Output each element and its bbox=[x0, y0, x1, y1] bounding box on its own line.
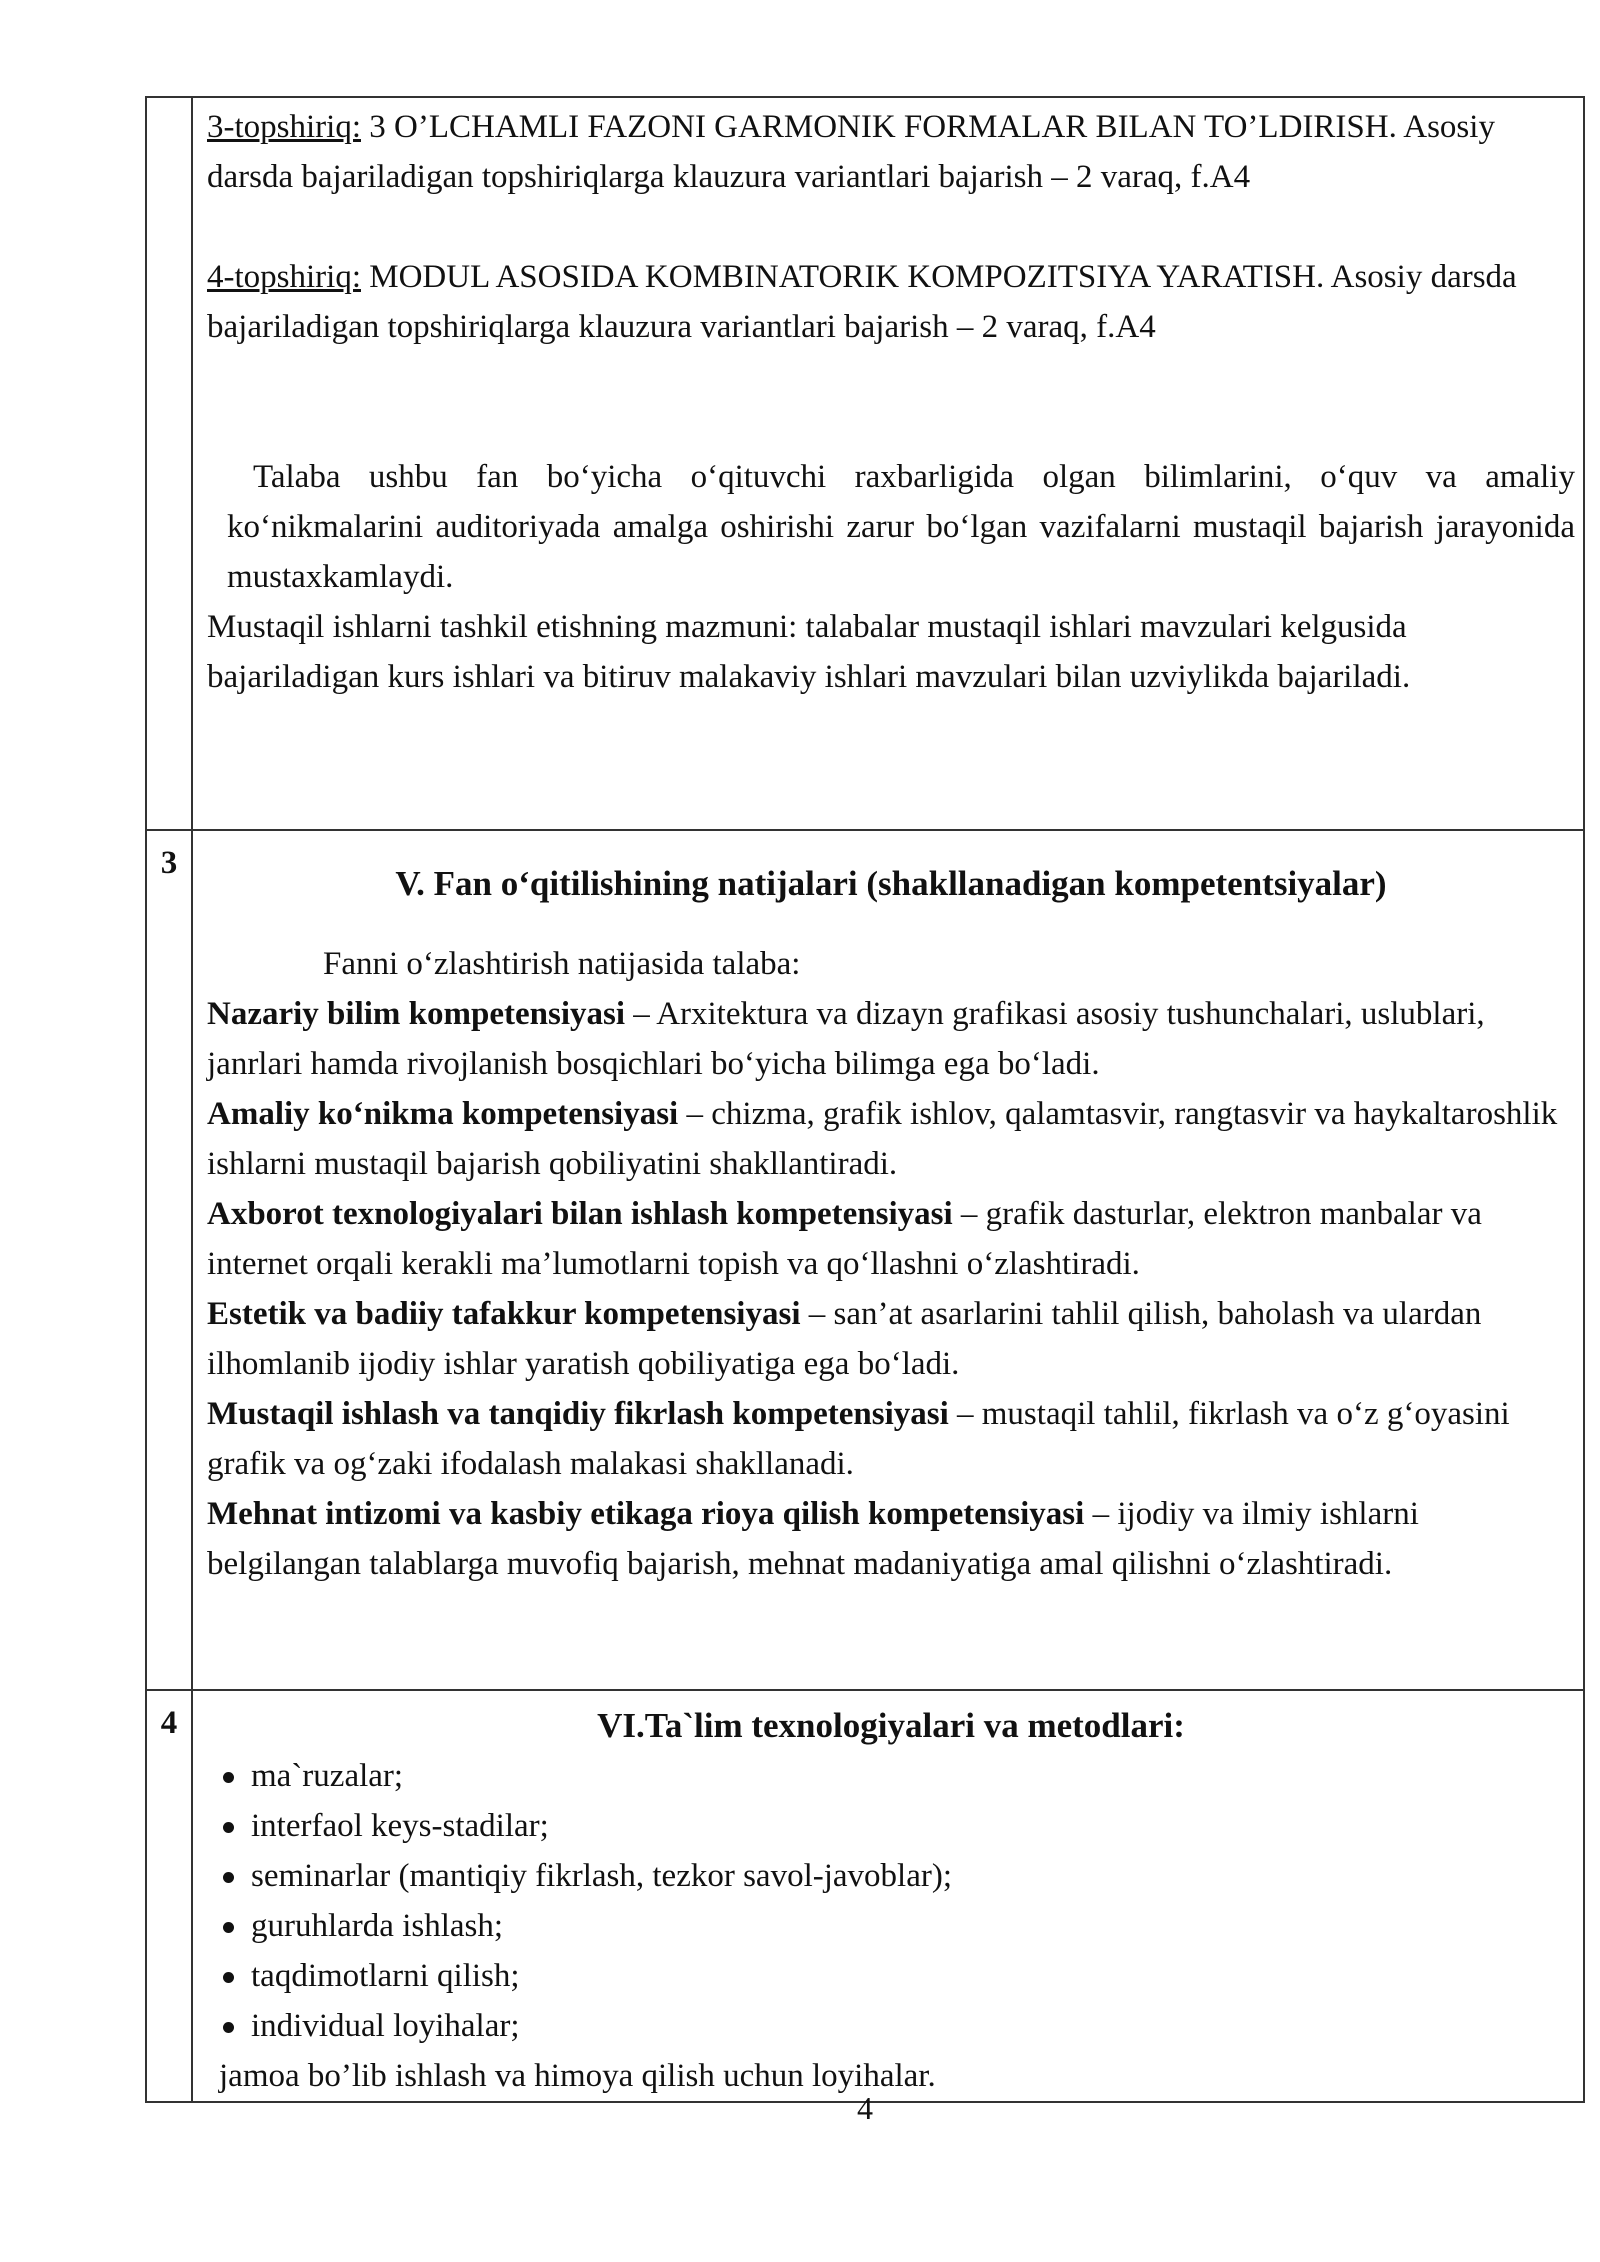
task-4-label: 4-topshiriq: bbox=[207, 259, 361, 295]
competency-name: Mustaqil ishlash va tanqidiy fikrlash kompetensiyasi bbox=[207, 1396, 949, 1432]
competency-item bbox=[207, 1189, 1575, 1289]
table-row bbox=[146, 97, 1584, 830]
methods-list bbox=[207, 1751, 1575, 2051]
bullet-icon bbox=[223, 1822, 234, 1833]
section-v-intro: Fanni o‘zlashtirish natijasida talaba: bbox=[323, 946, 801, 982]
competency-item bbox=[207, 1089, 1575, 1189]
list-item bbox=[219, 1851, 1575, 1901]
task-3-label: 3-topshiriq: bbox=[207, 109, 361, 145]
competency-separator: – bbox=[1084, 1496, 1118, 1532]
competency-text: Arxitektura va dizayn grafikasi asosiy tushunchalari, uslublari, janrlari hamda rivojlanish bosqichlari bo‘yicha bilimga ega bo‘ladi. bbox=[207, 996, 1485, 1082]
list-item-text: ma`ruzalar; bbox=[251, 1758, 404, 1794]
competency-separator: – bbox=[625, 996, 657, 1032]
competency-separator: – bbox=[678, 1096, 712, 1132]
bullet-icon bbox=[223, 2022, 234, 2033]
competency-text: mustaqil tahlil, fikrlash va o‘z g‘oyasini grafik va og‘zaki ifodalash malakasi shakllanadi. bbox=[207, 1396, 1510, 1482]
table-row bbox=[146, 1690, 1584, 2102]
competency-text: san’at asarlarini tahlil qilish, baholash va ulardan ilhomlanib ijodiy ishlar yaratish qobiliyatiga ega bo‘ladi. bbox=[207, 1296, 1482, 1382]
list-item-text: taqdimotlarni qilish; bbox=[251, 1958, 520, 1994]
row-content-cell bbox=[192, 1690, 1584, 2102]
competency-separator: – bbox=[800, 1296, 834, 1332]
competency-name: Estetik va badiiy tafakkur kompetensiyasi bbox=[207, 1296, 801, 1332]
list-item-text: individual loyihalar; bbox=[251, 2008, 520, 2044]
task-3-paragraph bbox=[207, 102, 1575, 202]
competency-item bbox=[207, 1489, 1575, 1589]
row-number-cell: 4 bbox=[146, 1690, 192, 2102]
list-item-text: seminarlar (mantiqiy fikrlash, tezkor savol-javoblar); bbox=[251, 1858, 953, 1894]
competency-name: Mehnat intizomi va kasbiy etikaga rioya qilish kompetensiyasi bbox=[207, 1496, 1085, 1532]
page-number: 4 bbox=[857, 2090, 873, 2126]
competency-item bbox=[207, 1389, 1575, 1489]
bullet-icon bbox=[223, 1872, 234, 1883]
row-content-cell bbox=[192, 830, 1584, 1690]
syllabus-table bbox=[145, 96, 1585, 2103]
list-item bbox=[219, 2001, 1575, 2051]
competency-text: grafik dasturlar, elektron manbalar va internet orqali kerakli ma’lumotlarni topish va qo‘llashni o‘zlashtiradi. bbox=[207, 1196, 1482, 1282]
competency-item bbox=[207, 989, 1575, 1089]
bullet-icon bbox=[223, 1922, 234, 1933]
list-item bbox=[219, 1801, 1575, 1851]
list-item-text: guruhlarda ishlash; bbox=[251, 1908, 504, 1944]
list-item bbox=[219, 1901, 1575, 1951]
task-4-text: MODUL ASOSIDA KOMBINATORIK KOMPOZITSIYA YARATISH. Asosiy darsda bajariladigan topshiriqlarga klauzura variantlari bajarish – 2 varaq, f.A4 bbox=[207, 259, 1517, 345]
row-number-cell: 3 bbox=[146, 830, 192, 1690]
list-item bbox=[219, 1951, 1575, 2001]
competency-name: Axborot texnologiyalari bilan ishlash kompetensiyasi bbox=[207, 1196, 953, 1232]
competency-separator: – bbox=[952, 1196, 986, 1232]
table-row bbox=[146, 830, 1584, 1690]
methods-last-line: jamoa bo’lib ishlash va himoya qilish uchun loyihalar. bbox=[219, 2058, 936, 2094]
list-item-text: interfaol keys-stadilar; bbox=[251, 1808, 549, 1844]
competency-name: Nazariy bilim kompetensiyasi bbox=[207, 996, 625, 1032]
talaba-paragraph: Talaba ushbu fan bo‘yicha o‘qituvchi raxbarligida olgan bilimlarini, o‘quv va amaliy ko‘nikmalarini auditoriyada amalga oshirishi zarur bo‘lgan vazifalarni mustaqil bajarish jarayonida mustaxkamlaydi. bbox=[227, 459, 1575, 595]
competency-item bbox=[207, 1289, 1575, 1389]
mustaqil-paragraph: Mustaqil ishlarni tashkil etishning mazmuni: talabalar mustaqil ishlari mavzulari kelgusida bajariladigan kurs ishlari va bitiruv malakaviy ishlari mavzulari bilan uzviylikda bajariladi. bbox=[207, 609, 1411, 695]
row-number-cell bbox=[146, 97, 192, 830]
competency-text: ijodiy va ilmiy ishlarni belgilangan talablarga muvofiq bajarish, mehnat madaniyatiga amal qilishni o‘zlashtiradi. bbox=[207, 1496, 1419, 1582]
task-4-paragraph bbox=[207, 252, 1575, 352]
row-content-cell bbox=[192, 97, 1584, 830]
section-vi-title: VI.Ta`lim texnologiyalari va metodlari: bbox=[597, 1706, 1185, 1745]
competency-list bbox=[207, 989, 1575, 1589]
list-item bbox=[219, 1751, 1575, 1801]
section-v-title: V. Fan o‘qitilishining natijalari (shakllanadigan kompetentsiyalar) bbox=[395, 864, 1387, 903]
task-3-text: 3 O’LCHAMLI FAZONI GARMONIK FORMALAR BILAN TO’LDIRISH. Asosiy darsda bajariladigan topshiriqlarga klauzura variantlari bajarish – 2 varaq, f.A4 bbox=[207, 109, 1495, 195]
bullet-icon bbox=[223, 1772, 234, 1783]
bullet-icon bbox=[223, 1972, 234, 1983]
competency-text: chizma, grafik ishlov, qalamtasvir, rangtasvir va haykaltaroshlik ishlarni mustaqil bajarish qobiliyatini shakllantiradi. bbox=[207, 1096, 1558, 1182]
competency-name: Amaliy ko‘nikma kompetensiyasi bbox=[207, 1096, 679, 1132]
competency-separator: – bbox=[948, 1396, 982, 1432]
